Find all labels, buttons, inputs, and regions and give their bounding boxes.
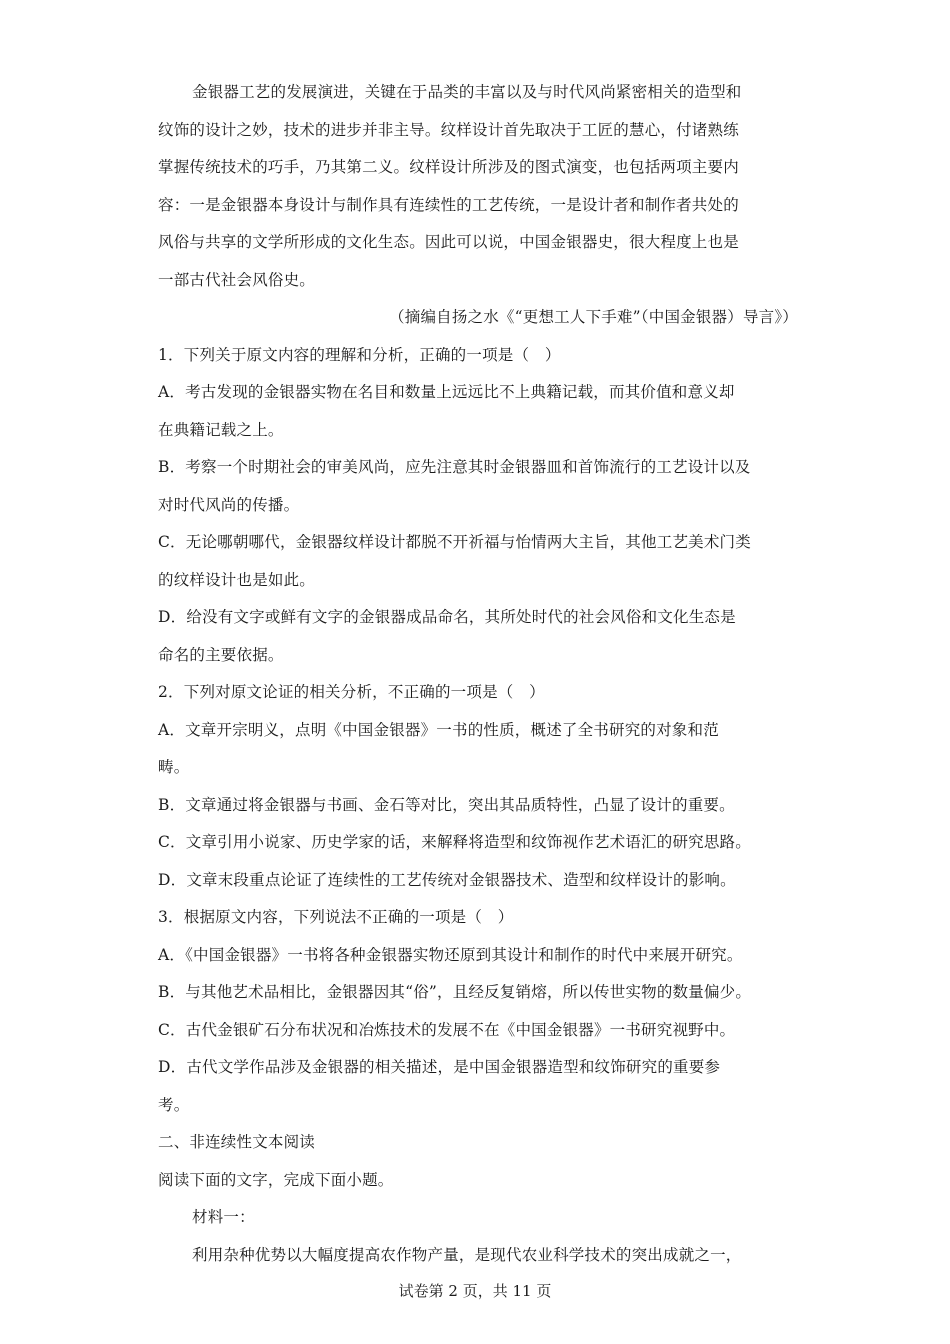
question-3-option-b: B．与其他艺术品相比，金银器因其“俗”，且经反复销熔，所以传世实物的数量偏少。 (158, 983, 752, 1001)
passage-line: 金银器工艺的发展演进，关键在于品类的丰富以及与时代风尚紧密相关的造型和 (192, 83, 742, 101)
question-1-option-a: A．考古发现的金银器实物在名目和数量上远远比不上典籍记载，而其价值和意义却 (158, 383, 735, 401)
question-1-option-a-cont: 在典籍记载之上。 (158, 420, 284, 439)
exam-page (158, 74, 798, 1274)
question-1-option-d-cont: 命名的主要依据。 (158, 645, 284, 664)
question-2-option-c: C．文章引用小说家、历史学家的话，来解释将造型和纹饰视作艺术语汇的研究思路。 (158, 833, 751, 851)
question-2-option-a-cont: 畴。 (158, 758, 190, 776)
question-1-option-b: B．考察一个时期社会的审美风尚，应先注意其时金银器皿和首饰流行的工艺设计以及 (158, 458, 751, 476)
material-label: 材料一： (192, 1208, 255, 1226)
question-2-option-b: B．文章通过将金银器与书画、金石等对比，突出其品质特性，凸显了设计的重要。 (158, 795, 735, 814)
question-3-option-d-cont: 考。 (158, 1095, 190, 1114)
question-1-option-c: C．无论哪朝哪代，金银器纹样设计都脱不开祈福与怡情两大主旨，其他工艺美术门类 (158, 533, 751, 551)
question-2-option-a: A．文章开宗明义，点明《中国金银器》一书的性质，概述了全书研究的对象和范 (158, 720, 719, 739)
passage-line: 一部古代社会风俗史。 (158, 270, 316, 289)
page-footer: 试卷第 2 页，共 11 页 (398, 1282, 552, 1300)
material-line: 利用杂种优势以大幅度提高农作物产量，是现代农业科学技术的突出成就之一， (192, 1245, 742, 1264)
question-2-option-d: D．文章末段重点论证了连续性的工艺传统对金银器技术、造型和纹样设计的影响。 (158, 870, 736, 889)
passage-line: 掌握传统技术的巧手，乃其第二义。纹样设计所涉及的图式演变，也包括两项主要内 (158, 158, 739, 176)
passage-line: 容：一是金银器本身设计与制作具有连续性的工艺传统，一是设计者和制作者共处的 (158, 195, 739, 214)
question-1-option-c-cont: 的纹样设计也是如此。 (158, 570, 316, 589)
section-instruction: 阅读下面的文字，完成下面小题。 (158, 1170, 394, 1189)
question-3-option-d: D．古代文学作品涉及金银器的相关描述，是中国金银器造型和纹饰研究的重要参 (158, 1058, 721, 1076)
question-3-option-a: A．《中国金银器》一书将各种金银器实物还原到其设计和制作的时代中来展开研究。 (158, 945, 743, 964)
question-1-option-d: D．给没有文字或鲜有文字的金银器成品命名，其所处时代的社会风俗和文化生态是 (158, 608, 736, 626)
question-3-stem: 3．根据原文内容，下列说法不正确的一项是（ ） (158, 908, 514, 926)
passage-source: （摘编自扬之水《“更想工人下手难”（中国金银器）导言》） (389, 308, 798, 326)
passage-line: 风俗与共享的文学所形成的文化生态。因此可以说，中国金银器史，很大程度上也是 (158, 233, 739, 251)
question-1-stem: 1．下列关于原文内容的理解和分析，正确的一项是（ ） (158, 345, 561, 364)
section-heading: 二、非连续性文本阅读 (158, 1133, 316, 1151)
question-2-stem: 2．下列对原文论证的相关分析，不正确的一项是（ ） (158, 683, 545, 701)
question-3-option-c: C．古代金银矿石分布状况和冶炼技术的发展不在《中国金银器》一书研究视野中。 (158, 1020, 736, 1039)
question-1-option-b-cont: 对时代风尚的传播。 (158, 495, 300, 514)
passage-line: 纹饰的设计之妙，技术的进步并非主导。纹样设计首先取决于工匠的慧心，付诸熟练 (158, 120, 739, 139)
